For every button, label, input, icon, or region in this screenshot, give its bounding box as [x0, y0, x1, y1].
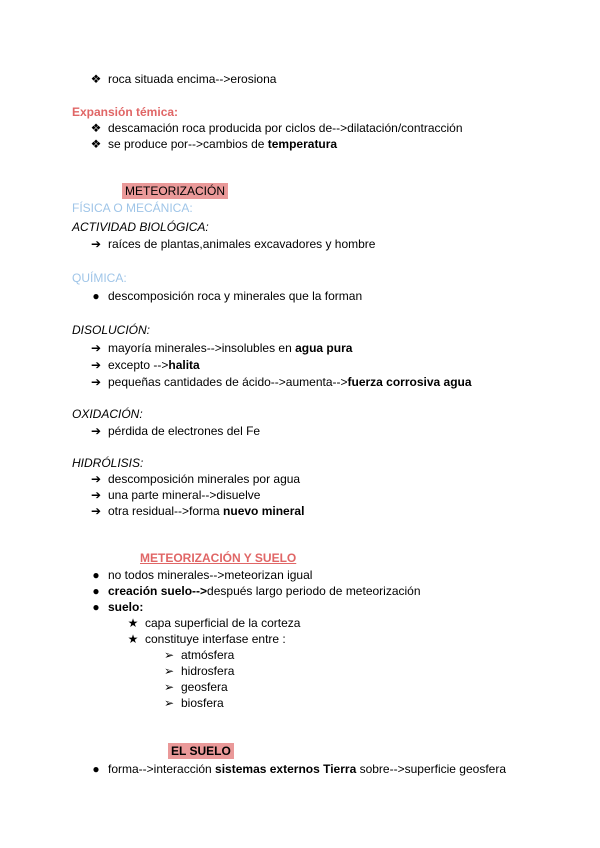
list-item: descomposición roca y minerales que la forman: [108, 289, 363, 303]
list-item: no todos minerales-->meteorizan igual: [108, 568, 313, 582]
list-item: hidrosfera: [181, 664, 235, 678]
list-item: una parte mineral-->disuelve: [108, 488, 261, 502]
list-item: otra residual-->forma nuevo mineral: [108, 504, 305, 518]
triangle-bullet-icon: ➢: [163, 664, 175, 678]
list-item: suelo:: [108, 600, 144, 614]
arrow-bullet-icon: ➔: [90, 341, 102, 355]
list-item: roca situada encima-->erosiona: [108, 72, 277, 86]
list-item: descomposición minerales por agua: [108, 472, 301, 486]
quimica-heading: QUÍMICA:: [72, 271, 127, 285]
dot-bullet-icon: ●: [92, 568, 100, 582]
section-title-meteorizacion: METEORIZACIÓN: [122, 183, 228, 199]
arrow-bullet-icon: ➔: [90, 424, 102, 438]
triangle-bullet-icon: ➢: [163, 696, 175, 710]
list-item: pequeñas cantidades de ácido-->aumenta-->fuerza corrosiva agua: [108, 375, 472, 389]
arrow-bullet-icon: ➔: [90, 488, 102, 502]
list-item: excepto -->halita: [108, 358, 200, 372]
dot-bullet-icon: ●: [92, 289, 100, 303]
list-item: raíces de plantas,animales excavadores y hombre: [108, 237, 376, 251]
star-bullet-icon: ★: [127, 616, 139, 630]
list-item: descamación roca producida por ciclos de-->dilatación/contracción: [108, 121, 463, 135]
list-item: capa superficial de la corteza: [145, 616, 301, 630]
star-bullet-icon: ★: [127, 632, 139, 646]
dot-bullet-icon: ●: [92, 600, 100, 614]
arrow-bullet-icon: ➔: [90, 375, 102, 389]
section-title-el-suelo: EL SUELO: [168, 743, 234, 759]
diamond-bullet-icon: ❖: [90, 72, 102, 86]
dot-bullet-icon: ●: [92, 762, 100, 776]
arrow-bullet-icon: ➔: [90, 472, 102, 486]
list-item: geosfera: [181, 680, 228, 694]
list-item: pérdida de electrones del Fe: [108, 424, 261, 438]
list-item: biosfera: [181, 696, 224, 710]
dot-bullet-icon: ●: [92, 584, 100, 598]
section-title-meteorizacion-suelo: METEORIZACIÓN Y SUELO: [140, 551, 297, 565]
list-item: creación suelo-->después largo periodo de meteorización: [108, 584, 421, 598]
hidrolisis-heading: HIDRÓLISIS:: [72, 456, 144, 470]
disolucion-heading: DISOLUCIÓN:: [72, 323, 151, 337]
triangle-bullet-icon: ➢: [163, 680, 175, 694]
list-item: mayoría minerales-->insolubles en agua pura: [108, 341, 353, 355]
fisica-heading: FÍSICA O MECÁNICA:: [72, 201, 193, 215]
actividad-heading: ACTIVIDAD BIOLÓGICA:: [72, 220, 209, 234]
list-item: constituye interfase entre :: [145, 632, 286, 646]
list-item: atmósfera: [181, 648, 235, 662]
list-item: se produce por-->cambios de temperatura: [108, 137, 338, 151]
expansion-heading: Expansión témica:: [72, 105, 179, 119]
arrow-bullet-icon: ➔: [90, 504, 102, 518]
list-item: forma-->interacción sistemas externos Tierra sobre-->superficie geosfera: [108, 762, 506, 776]
arrow-bullet-icon: ➔: [90, 237, 102, 251]
arrow-bullet-icon: ➔: [90, 358, 102, 372]
oxidacion-heading: OXIDACIÓN:: [72, 407, 143, 421]
diamond-bullet-icon: ❖: [90, 137, 102, 151]
triangle-bullet-icon: ➢: [163, 648, 175, 662]
diamond-bullet-icon: ❖: [90, 121, 102, 135]
